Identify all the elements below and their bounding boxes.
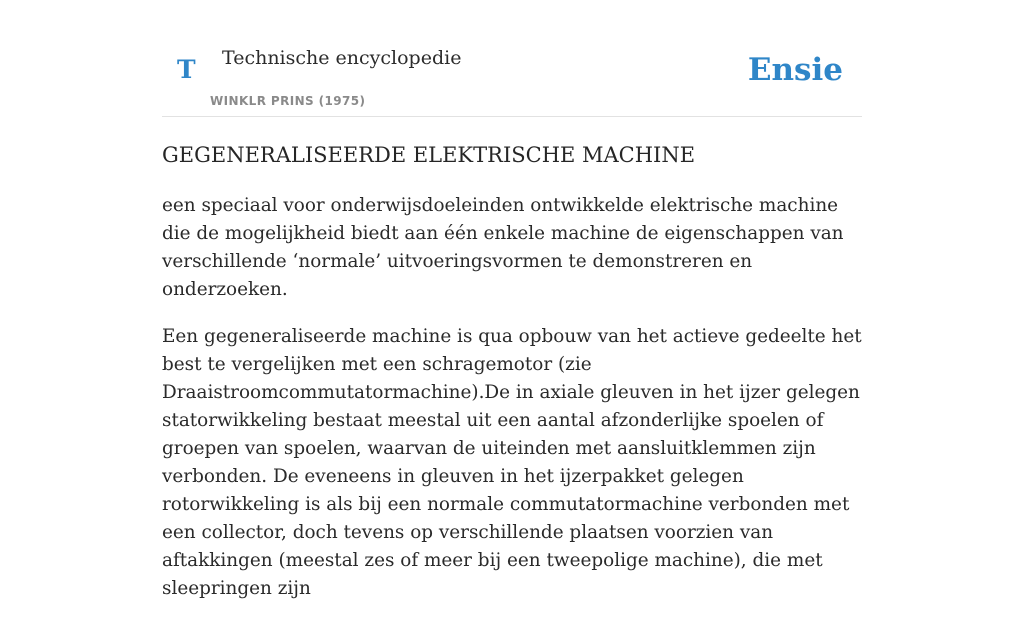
- ensie-logo[interactable]: Ensie: [747, 52, 843, 88]
- book-logo-icon[interactable]: T: [177, 55, 196, 84]
- article-paragraph: Een gegeneraliseerde machine is qua opbouw van het actieve gedeelte het best te vergelijken met een schragemotor (zie Draaistroomcommutatormachine).De in axiale gleuven in het ijzer gelegen statorwikkeling bestaat meestal uit een aantal afzonderlijke spoelen of groepen van spoelen, waarvan de uiteinden met aansluitklemmen zijn verbonden. De eveneens in gleuven in het ijzerpakket gelegen rotorwikkeling is als bij een normale commutatormachine verbonden met een collector, doch tevens op verschillende plaatsen voorzien van aftakkingen (meestal zes of meer bij een tweepolige machine), die met sleepringen zijn: [162, 326, 862, 599]
- article-body: [162, 192, 862, 622]
- book-subtitle: WINKLR PRINS (1975): [210, 94, 366, 108]
- article-title: GEGENERALISEERDE ELEKTRISCHE MACHINE: [162, 143, 696, 167]
- article-paragraph: een speciaal voor onderwijsdoeleinden ontwikkelde elektrische machine die de mogelijkheid biedt aan één enkele machine de eigenschappen van verschillende ‘normale’ uitvoeringsvormen te demonstreren en onderzoeken.: [162, 195, 844, 300]
- book-title-link[interactable]: Technische encyclopedie: [222, 47, 462, 69]
- header: [162, 0, 862, 117]
